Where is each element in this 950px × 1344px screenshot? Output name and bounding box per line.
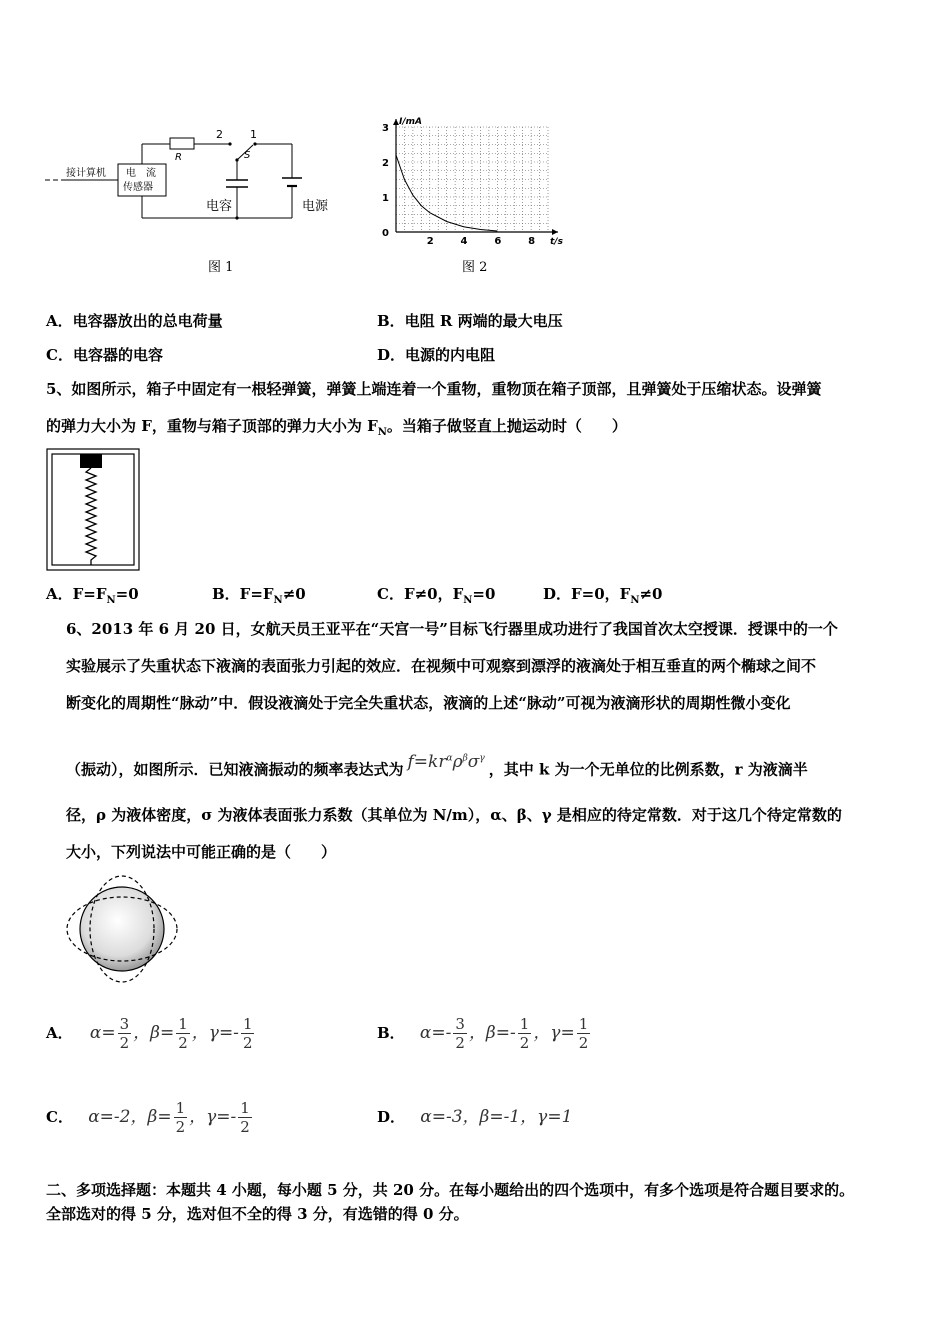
- figure-1-caption: 图 1: [208, 260, 234, 275]
- current-time-chart: [378, 110, 568, 250]
- q4-option-d[interactable]: D．电源的内电阻: [377, 346, 496, 364]
- computer-label: 接计算机: [66, 168, 106, 179]
- x-tick-label: 6: [494, 236, 502, 247]
- resistor-label: R: [175, 152, 182, 163]
- x-tick-label: 8: [528, 236, 536, 247]
- weight-block: [80, 454, 102, 468]
- figure-1: [40, 118, 350, 275]
- droplet: [80, 887, 164, 971]
- switch-pos-1: 1: [250, 128, 257, 141]
- section2-heading-line1: 二、多项选择题：本题共 4 小题，每小题 5 分，共 20 分。在每小题给出的四个选项中，有多个选项是符合题目要求的。: [46, 1181, 855, 1199]
- sensor-label-line1: 电 流: [126, 168, 156, 179]
- q5-option-d[interactable]: D．F=0，$F_N\ne 0$: [543, 585, 663, 606]
- figure-2: [378, 110, 568, 275]
- q4-option-c[interactable]: C．电容器的电容: [46, 346, 163, 364]
- circuit-diagram: [40, 118, 350, 228]
- q6-text-line1: 6、2013 年 6 月 20 日，女航天员王亚平在“天宫一号”目标飞行器里成功进行了我国首次太空授课．授课中的一个: [66, 620, 838, 638]
- y-axis-label: I/mA: [399, 117, 422, 127]
- q6-text-line6: 大小，下列说法中可能正确的是（ ）: [66, 843, 337, 861]
- q6-text-line2: 实验展示了失重状态下液滴的表面张力引起的效应．在视频中可观察到漂浮的液滴处于相互垂直的两个椭球之间不: [66, 657, 817, 675]
- q6-text-line5: 径，ρ 为液体密度，σ 为液体表面张力系数（其单位为 N/m），α、β、γ 是相应的待定常数．对于这几个待定常数的: [66, 806, 842, 824]
- x-tick-label: 2: [426, 236, 434, 247]
- section2-heading-line2: 全部选对的得 5 分，选对但不全的得 3 分，有选错的得 0 分。: [46, 1205, 469, 1223]
- y-tick-label: 3: [382, 123, 389, 134]
- q6-option-a[interactable]: A． α= $\frac{3}{2}$ ，β= $\frac{1}{2}$ ，γ=- $\frac{1}{2}$: [46, 1015, 253, 1052]
- figure-2-caption: 图 2: [462, 260, 488, 275]
- droplet-figure: [62, 872, 182, 987]
- q5-text-line1: 5、如图所示，箱子中固定有一根轻弹簧，弹簧上端连着一个重物，重物顶在箱子顶部，且弹簧处于压缩状态。设弹簧: [46, 380, 822, 398]
- q5-option-b[interactable]: B．$F=F_N\ne 0$: [212, 585, 306, 606]
- q6-option-c[interactable]: C． α=-2，β= $\frac{1}{2}$ ，γ=- $\frac{1}{2}$: [46, 1099, 250, 1136]
- y-tick-label: 2: [382, 158, 389, 169]
- spring-box-figure: [46, 448, 141, 572]
- y-tick-label: 1: [382, 193, 389, 204]
- q6-text-line4: （振动），如图所示．已知液滴振动的频率表达式为 $f=kr^\alpha\rho^\beta\sigma^\gamma$，其中 k 为一个无单位的比例系数，r 为液滴半: [66, 751, 808, 779]
- y-tick-label: 0: [382, 228, 389, 239]
- q6-option-d[interactable]: D． α=-3，β=-1，γ=1: [377, 1107, 573, 1127]
- switch-pos-2: 2: [216, 128, 223, 141]
- q5-option-a[interactable]: A．$F=F_N=0$: [46, 585, 139, 606]
- resistor: [170, 138, 194, 149]
- q5-text-line2: 的弹力大小为 F，重物与箱子顶部的弹力大小为 $F_N$。当箱子做竖直上抛运动时（ ）: [46, 417, 627, 438]
- frequency-formula: $f=kr^\alpha\rho^\beta\sigma^\gamma$: [407, 751, 485, 772]
- source-label: 电源: [302, 199, 329, 214]
- x-axis-arrow: [552, 229, 558, 235]
- q4-option-b[interactable]: B．电阻 R 两端的最大电压: [377, 312, 563, 330]
- switch-label: S: [244, 150, 251, 161]
- capacitor-label: 电容: [206, 199, 233, 214]
- q4-option-a[interactable]: A．电容器放出的总电荷量: [46, 312, 223, 330]
- q6-option-b[interactable]: B． α=- $\frac{3}{2}$ ，β=- $\frac{1}{2}$ ，γ= $\frac{1}{2}$: [377, 1015, 589, 1052]
- q6-text-line3: 断变化的周期性“脉动”中．假设液滴处于完全失重状态，液滴的上述“脉动”可视为液滴形状的周期性微小变化: [66, 694, 791, 712]
- x-axis-label: t/s: [550, 237, 563, 247]
- sensor-label-line2: 传感器: [123, 182, 153, 193]
- x-tick-label: 4: [460, 236, 468, 247]
- q5-option-c[interactable]: C．F≠0，$F_N=0$: [377, 585, 496, 606]
